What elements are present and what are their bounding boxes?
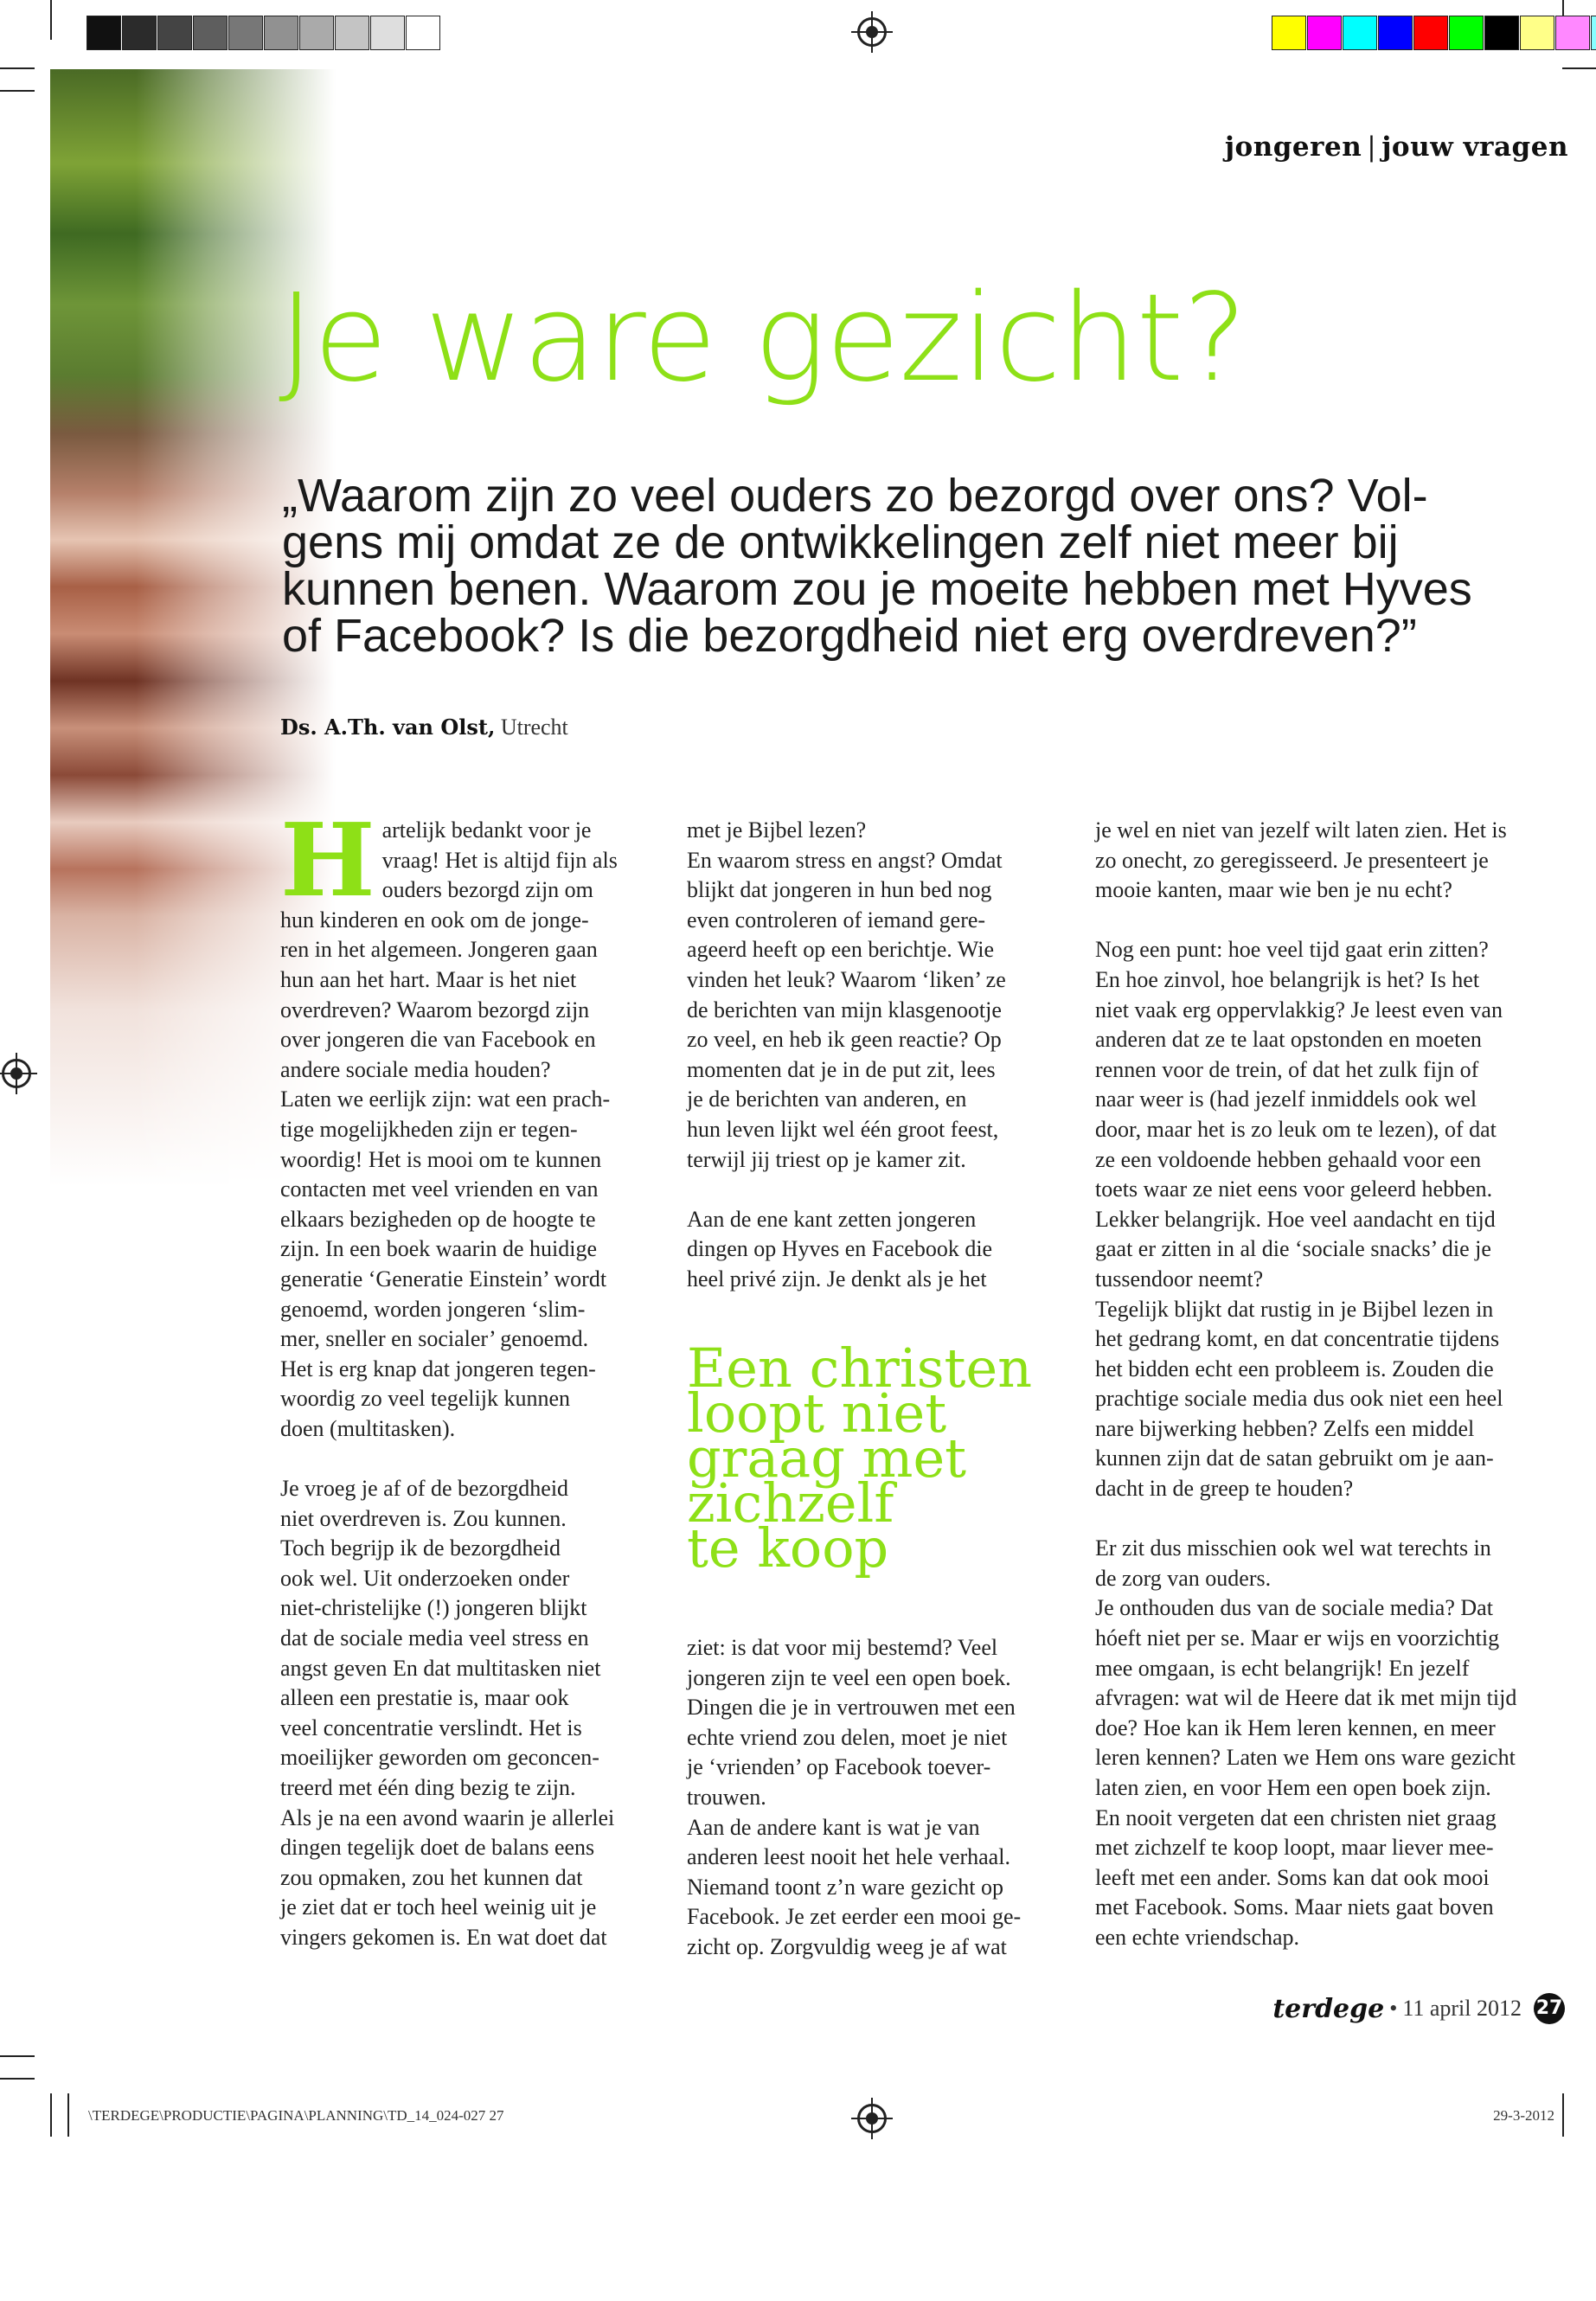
text-line: anderen leest nooit het hele verhaal. (687, 1844, 1010, 1870)
text-line: met zichzelf te koop loopt, maar liever mee- (1095, 1835, 1494, 1861)
color-swatch (264, 16, 298, 50)
text-line: echte vriend zou delen, moet je niet (687, 1724, 1008, 1750)
text-line: contacten met veel vrienden en van (280, 1176, 599, 1202)
color-swatch (335, 16, 369, 50)
text-line: over jongeren die van Facebook en (280, 1027, 596, 1053)
text-line: dat de sociale media veel stress en (280, 1625, 589, 1651)
color-swatch (122, 16, 157, 50)
text-line: Als je na een avond waarin je allerlei (280, 1804, 615, 1830)
color-swatch (1272, 16, 1306, 50)
article-column-3 (1095, 816, 1580, 1953)
byline-name: Ds. A.Th. van Olst, (280, 715, 496, 740)
text-line: alleen een prestatie is, maar ook (280, 1685, 569, 1711)
crop-mark (0, 90, 35, 92)
paragraph-gap (280, 1444, 661, 1474)
file-path-slug: \TERDEGE\PRODUCTIE\PAGINA\PLANNING\TD_14_024-027 27 (88, 2107, 504, 2124)
text-line: En nooit vergeten dat een christen niet graag (1095, 1804, 1497, 1830)
text-line: moeilijker geworden om geconcen- (280, 1745, 599, 1771)
text-line: mooie kanten, maar wie ben je nu echt? (1095, 877, 1452, 903)
text-line: zo veel, en heb ik geen reactie? Op (687, 1027, 1002, 1053)
text-line: Facebook. Je zet eerder een mooi ge- (687, 1904, 1022, 1930)
text-line: heel privé zijn. Je denkt als je het (687, 1266, 987, 1292)
text-line: andere sociale media houden? (280, 1056, 551, 1082)
text-line: overdreven? Waarom bezorgd zijn (280, 997, 590, 1022)
text-line: generatie ‘Generatie Einstein’ wordt (280, 1266, 607, 1292)
color-swatch (87, 16, 121, 50)
page-footer (1272, 1993, 1565, 2024)
text-line: Niemand toont z’n ware gezicht op (687, 1874, 1004, 1900)
text-line: terwijl jij triest op je kamer zit. (687, 1146, 966, 1172)
intro-question: „Waarom zijn zo veel ouders zo bezorgd over ons? Vol- gens mij omdat ze de ontwikkelingen zelf niet meer bij kunnen benen. Waarom zou je moeite hebben met Hyves of Facebook? Is die bezorgdheid niet erg overdreven?” (282, 470, 1472, 662)
text-line: dingen op Hyves en Facebook die (687, 1236, 993, 1262)
text-line: Lekker belangrijk. Hoe veel aandacht en tijd (1095, 1206, 1496, 1232)
text-line: Toch begrijp ik de bezorgdheid (280, 1535, 561, 1561)
text-line: mer, sneller en socialer’ genoemd. (280, 1326, 589, 1352)
text-line: zo onecht, zo geregisseerd. Je presenteert je (1095, 847, 1489, 873)
text-line: zicht op. Zorgvuldig weeg je af wat (687, 1933, 1007, 1959)
headline: Je ware gezicht? (279, 268, 1247, 409)
text-line: ouders bezorgd zijn om (381, 877, 593, 903)
crop-mark (50, 0, 52, 40)
color-swatch (1449, 16, 1484, 50)
text-line: tussendoor neemt? (1095, 1266, 1264, 1292)
text-line: de zorg van ouders. (1095, 1565, 1272, 1591)
text-line: naar weer is (had jezelf inmiddels ook wel (1095, 1086, 1477, 1112)
text-line: doe? Hoe kan ik Hem leren kennen, en meer (1095, 1715, 1496, 1740)
crop-mark (1562, 67, 1596, 69)
color-swatch (1555, 16, 1590, 50)
color-swatch (157, 16, 192, 50)
text-line: doen (multitasken). (280, 1415, 456, 1441)
text-line: elkaars bezigheden op de hoogte te (280, 1206, 596, 1232)
text-line: een echte vriendschap. (1095, 1924, 1300, 1950)
text-line: Je vroeg je af of de bezorgdheid (280, 1476, 569, 1502)
text-line: Laten we eerlijk zijn: wat een prach- (280, 1086, 611, 1112)
text-line: treerd met één ding bezig te zijn. (280, 1775, 576, 1800)
crop-mark (0, 2078, 35, 2080)
color-swatch (193, 16, 228, 50)
text-line: je ‘vrienden’ op Facebook toever- (687, 1754, 991, 1780)
text-line: prachtige sociale media dus ook niet een heel (1095, 1386, 1503, 1412)
crop-mark (1562, 2093, 1564, 2137)
paragraph-gap (1095, 1504, 1580, 1535)
text-line: nare bijwerking hebben? Zelfs een middel (1095, 1415, 1475, 1441)
text-line: anderen dat ze te laat opstonden en moeten (1095, 1027, 1482, 1053)
text-line: hóeft niet per se. Maar er wijs en voorzichtig (1095, 1625, 1500, 1651)
text-line: het bidden echt een probleem is. Zouden die (1095, 1356, 1494, 1381)
color-swatch (1520, 16, 1554, 50)
text-line: door, maar het is zo leuk om te lezen), of dat (1095, 1116, 1497, 1142)
text-line: de berichten van mijn klasgenootje (687, 997, 1002, 1022)
color-swatch (1378, 16, 1413, 50)
article-column-2-bottom (687, 1633, 1067, 1963)
text-line: kunnen zijn dat de satan gebruikt om je aan- (1095, 1445, 1494, 1471)
text-line: rennen voor de trein, of dat het zulk fijn of (1095, 1056, 1479, 1082)
text-line: afvragen: wat wil de Heere dat ik met mijn tijd (1095, 1685, 1517, 1711)
text-line: Nog een punt: hoe veel tijd gaat erin zitten? (1095, 937, 1489, 963)
text-line: hun kinderen en ook om de jonge- (280, 907, 589, 933)
text-line: hun aan het hart. Maar is het niet (280, 966, 577, 992)
text-line: Aan de ene kant zetten jongeren (687, 1206, 977, 1232)
text-line: ageerd heeft op een berichtje. Wie (687, 937, 995, 963)
text-line: dacht in de greep te houden? (1095, 1476, 1354, 1502)
color-swatch (299, 16, 334, 50)
text-line: niet overdreven is. Zou kunnen. (280, 1505, 567, 1531)
text-line: met je Bijbel lezen? (687, 817, 867, 843)
crop-mark (67, 2093, 69, 2137)
text-line: zijn. In een boek waarin de huidige (280, 1236, 598, 1262)
text-line: toets waar ze niet eens voor geleerd hebben. (1095, 1176, 1493, 1202)
article-column-1 (280, 802, 661, 1953)
text-line: ze een voldoende hebben gehaald voor een (1095, 1146, 1482, 1172)
text-line: niet vaak erg oppervlakkig? Je leest even van (1095, 997, 1503, 1022)
text-line: zou opmaken, zou het kunnen dat (280, 1864, 583, 1890)
byline (280, 715, 568, 740)
text-line: dingen tegelijk doet de balans eens (280, 1835, 595, 1861)
text-line: Dingen die je in vertrouwen met een (687, 1695, 1016, 1721)
color-swatch (406, 16, 440, 50)
text-line: ziet: is dat voor mij bestemd? Veel (687, 1635, 998, 1660)
text-line: hun leven lijkt wel één groot feest, (687, 1116, 999, 1142)
text-line: vraag! Het is altijd fijn als (381, 847, 618, 873)
text-line: Er zit dus misschien ook wel wat terechts in (1095, 1535, 1491, 1561)
text-line: veel concentratie verslindt. Het is (280, 1715, 582, 1740)
text-line: vingers gekomen is. En wat doet dat (280, 1924, 607, 1950)
color-swatch (1591, 16, 1596, 50)
section-label-part1: jongeren (1224, 131, 1362, 163)
text-line: En hoe zinvol, hoe belangrijk is het? Is het (1095, 966, 1480, 992)
text-line: Je onthouden dus van de sociale media? Dat (1095, 1595, 1493, 1621)
text-line: je de berichten van anderen, en (687, 1086, 967, 1112)
section-label (1225, 131, 1568, 163)
text-line: het gedrang komt, en dat concentratie tijdens (1095, 1326, 1500, 1352)
text-line: jongeren zijn te veel een open boek. (687, 1664, 1011, 1690)
text-line: laten zien, en voor Hem een open boek zijn. (1095, 1775, 1491, 1800)
text-line: En waarom stress en angst? Omdat (687, 847, 1003, 873)
text-line: Tegelijk blijkt dat rustig in je Bijbel lezen in (1095, 1296, 1494, 1322)
text-line: je ziet dat er toch heel weinig uit je (280, 1894, 597, 1920)
section-label-part2: jouw vragen (1381, 131, 1568, 163)
drop-cap: H (280, 802, 375, 920)
text-line: angst geven En dat multitasken niet (280, 1655, 601, 1681)
text-line: artelijk bedankt voor je (381, 817, 592, 843)
color-swatch (228, 16, 263, 50)
text-line: Aan de andere kant is wat je van (687, 1814, 980, 1840)
article-column-2-top (687, 816, 1067, 1295)
magazine-logo: terdege (1272, 1993, 1385, 2024)
text-line: Het is erg knap dat jongeren tegen- (280, 1356, 596, 1381)
text-line: ren in het algemeen. Jongeren gaan (280, 937, 598, 963)
crop-mark (0, 67, 35, 69)
text-line: tige mogelijkheden zijn er tegen- (280, 1116, 578, 1142)
text-line: woordig zo veel tegelijk kunnen (280, 1386, 571, 1412)
paragraph-gap (687, 1175, 1067, 1205)
text-line: ook wel. Uit onderzoeken onder (280, 1565, 570, 1591)
color-swatch (1484, 16, 1519, 50)
text-line: leren kennen? Laten we Hem ons ware gezicht (1095, 1745, 1516, 1771)
text-line: leeft met een ander. Soms kan dat ook mooi (1095, 1864, 1490, 1890)
text-line: niet-christelijke (!) jongeren blijkt (280, 1595, 587, 1621)
page-number: 27 (1534, 1993, 1565, 2024)
text-line: momenten dat je in de put zit, lees (687, 1056, 996, 1082)
crop-mark (50, 2093, 52, 2137)
text-line: genoemd, worden jongeren ‘slim- (280, 1296, 586, 1322)
registration-mark-icon (857, 2104, 887, 2133)
registration-mark-icon (857, 17, 887, 47)
crop-mark (0, 2055, 35, 2057)
byline-place: Utrecht (500, 715, 568, 740)
slug-date: 29-3-2012 (1493, 2107, 1554, 2124)
issue-date: 11 april 2012 (1402, 1996, 1522, 2021)
text-line: met Facebook. Soms. Maar niets gaat boven (1095, 1894, 1494, 1920)
text-line: blijkt dat jongeren in hun bed nog (687, 877, 992, 903)
text-line: je wel en niet van jezelf wilt laten zien. Het is (1095, 817, 1507, 843)
text-line: vinden het leuk? Waarom ‘liken’ ze (687, 966, 1006, 992)
color-swatch (1307, 16, 1342, 50)
color-swatch (1343, 16, 1377, 50)
paragraph-gap (1095, 906, 1580, 936)
color-swatch (370, 16, 405, 50)
footer-bullet: • (1389, 1996, 1398, 2021)
text-line: gaat er zitten in al die ‘sociale snacks’ die je (1095, 1236, 1491, 1262)
registration-mark-icon (2, 1059, 31, 1088)
pull-quote: Een christen loopt niet graag met zichzelf te koop (687, 1336, 1033, 1580)
color-swatch (1413, 16, 1448, 50)
text-line: trouwen. (687, 1784, 766, 1810)
text-line: woordig! Het is mooi om te kunnen (280, 1146, 602, 1172)
section-separator: | (1367, 131, 1377, 163)
text-line: even controleren of iemand gere- (687, 907, 986, 933)
text-line: mee omgaan, is echt belangrijk! En jezelf (1095, 1655, 1470, 1681)
